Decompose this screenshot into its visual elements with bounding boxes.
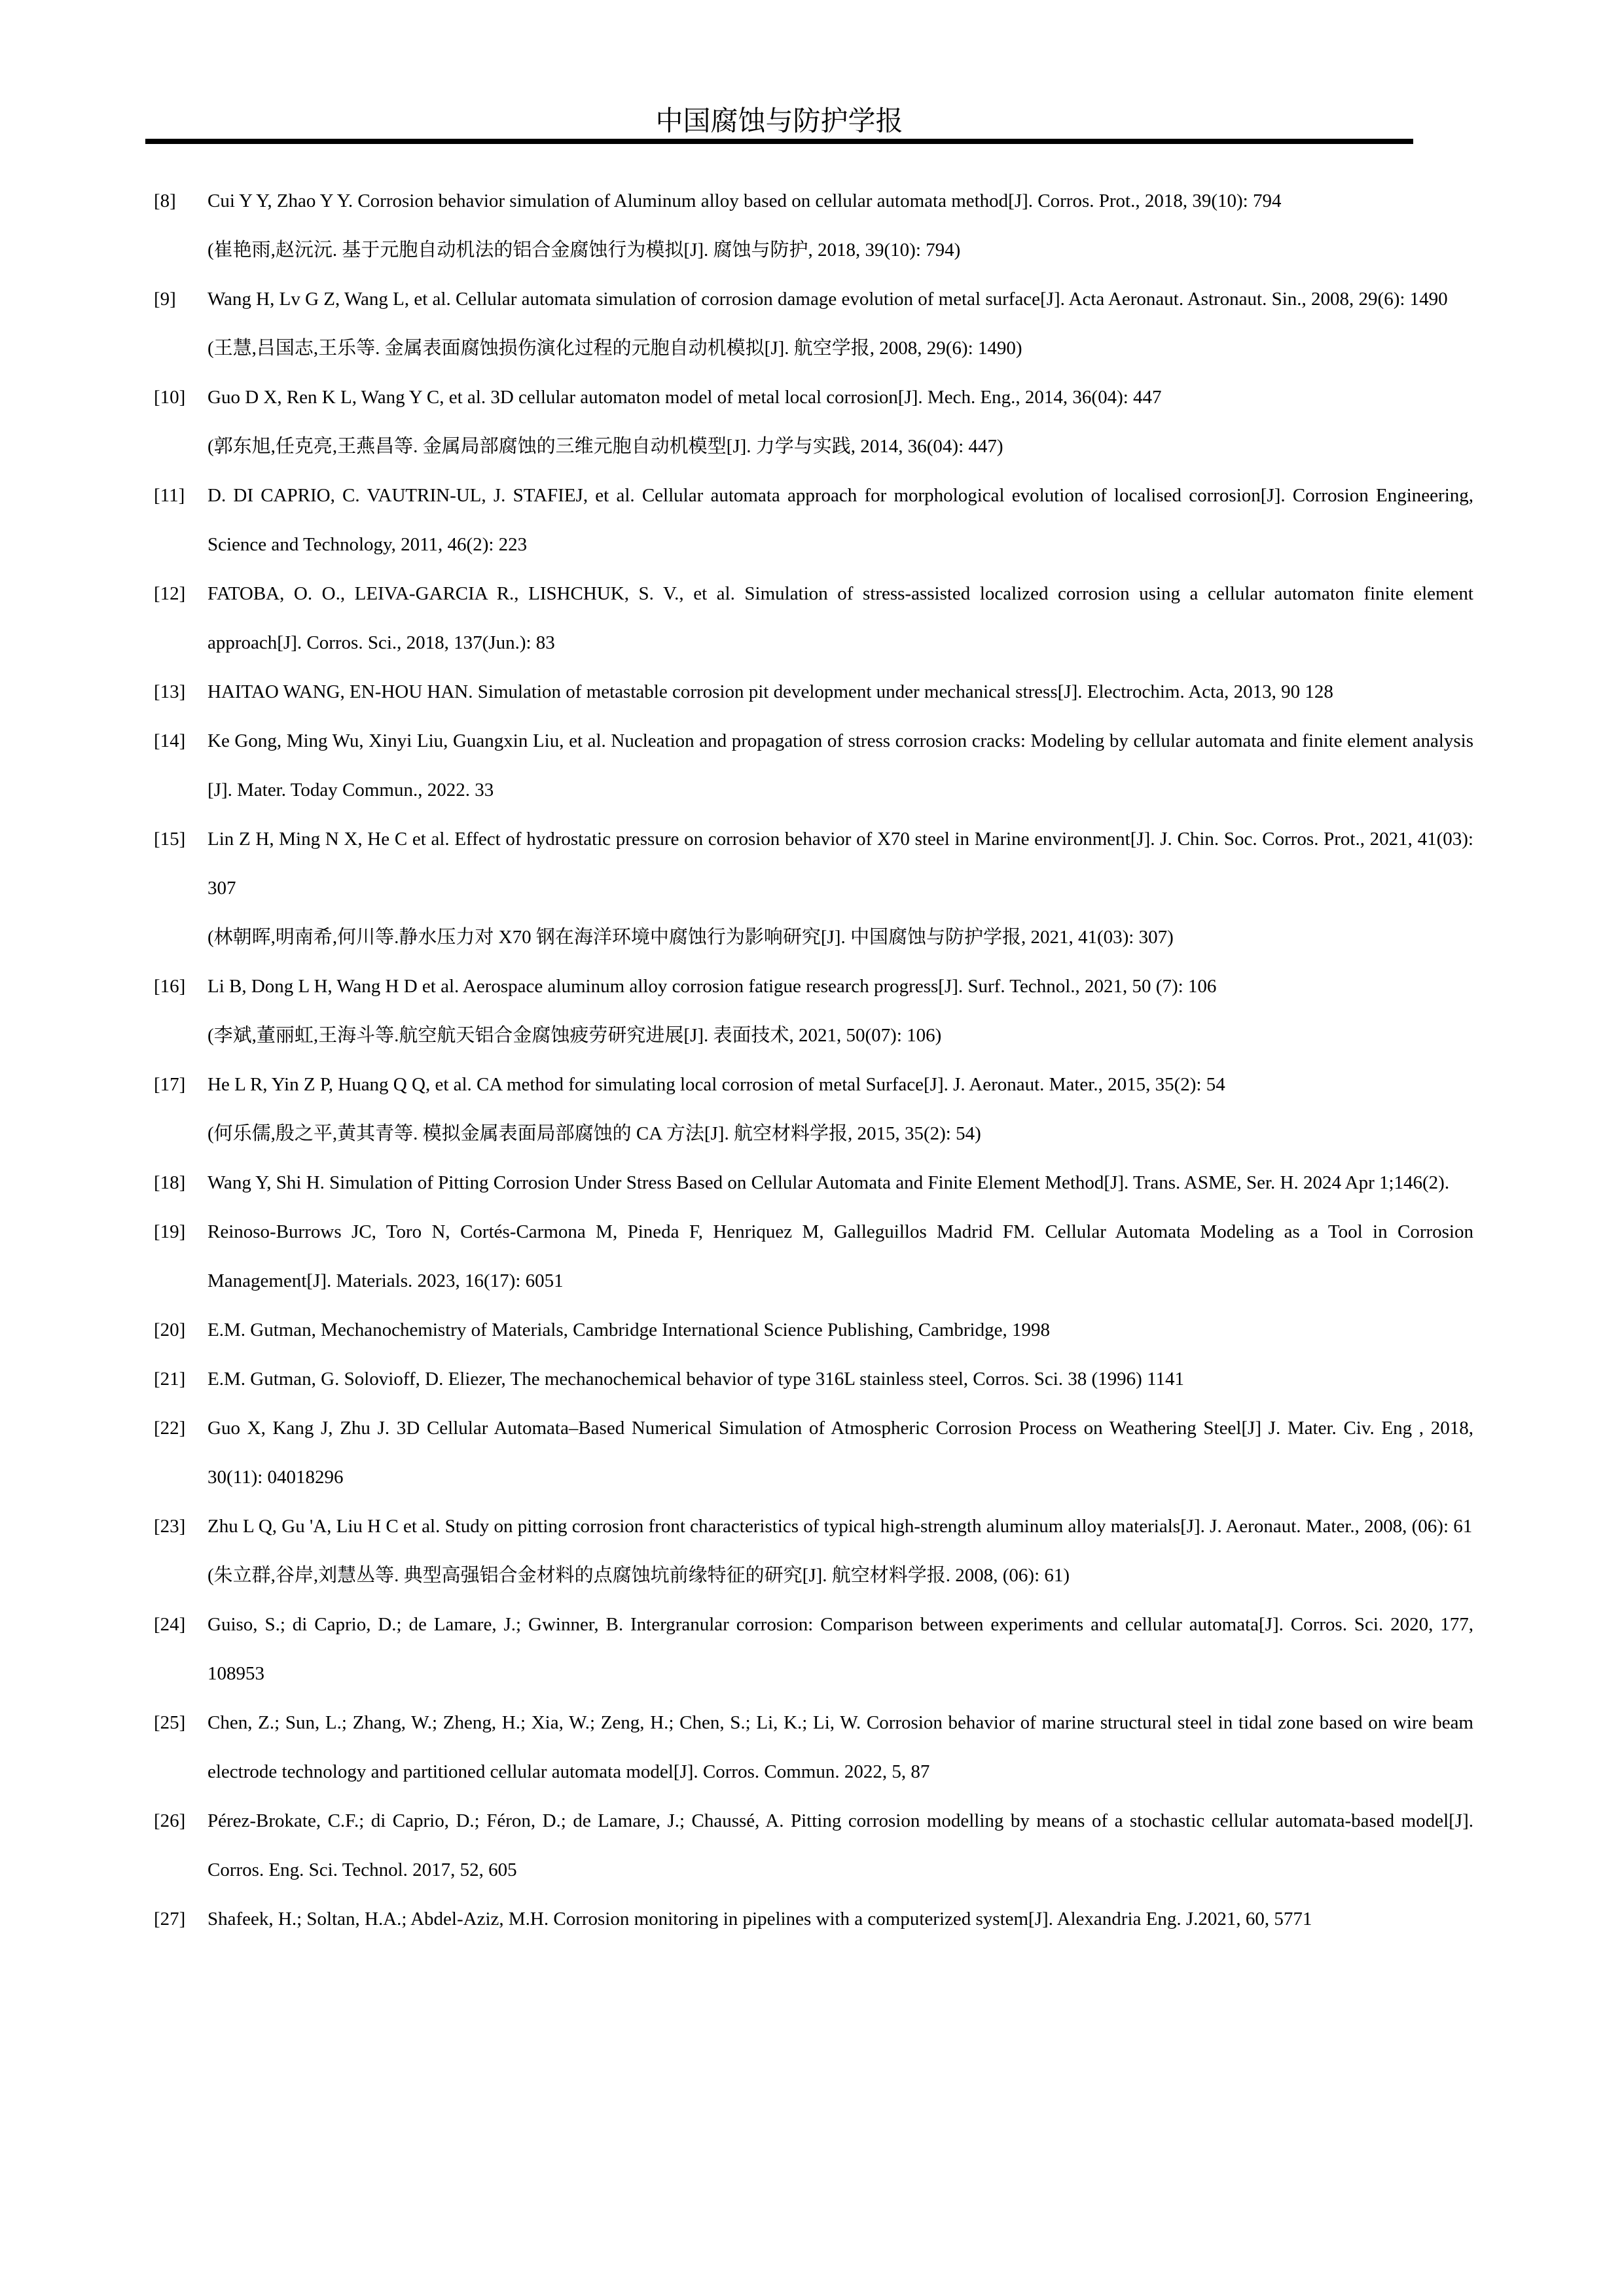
reference-citation-english: D. DI CAPRIO, C. VAUTRIN-UL, J. STAFIEJ, et al. Cellular automata approach for morphological evolution of localised corrosion[J]. Corrosion Engineering, Science and Technology, 2011, 46(2): 223 — [208, 485, 1473, 555]
reference-citation-english: FATOBA, O. O., LEIVA-GARCIA R., LISHCHUK, S. V., et al. Simulation of stress-assisted localized corrosion using a cellular automaton finite element approach[J]. Corros. Sci., 2018, 137(Jun.): 83 — [208, 583, 1473, 653]
reference-citation-english: Guiso, S.; di Caprio, D.; de Lamare, J.; Gwinner, B. Intergranular corrosion: Comparison between experiments and cellular automata[J]. Corros. Sci. 2020, 177, 108953 — [208, 1614, 1473, 1684]
reference-citation-chinese: (李斌,董丽虹,王海斗等.航空航天铝合金腐蚀疲劳研究进展[J]. 表面技术, 2021, 50(07): 106) — [208, 1025, 942, 1046]
reference-body — [208, 1895, 1473, 1944]
reference-body — [208, 1698, 1473, 1797]
reference-number: [27] — [154, 1909, 186, 1929]
reference-entry — [154, 177, 1473, 275]
reference-number: [13] — [154, 681, 186, 702]
reference-body — [208, 373, 1473, 471]
reference-citation-english: Chen, Z.; Sun, L.; Zhang, W.; Zheng, H.; Xia, W.; Zeng, H.; Chen, S.; Li, K.; Li, W. Corrosion behavior of marine structural steel in tidal zone based on wire beam electrode technology and partitioned cellular automata model[J]. Corros. Commun. 2022, 5, 87 — [208, 1712, 1473, 1782]
reference-citation-english: Shafeek, H.; Soltan, H.A.; Abdel-Aziz, M.H. Corrosion monitoring in pipelines with a computerized system[J]. Alexandria Eng. J.2021, 60, 5771 — [208, 1909, 1312, 1929]
reference-citation-english: Wang H, Lv G Z, Wang L, et al. Cellular automata simulation of corrosion damage evolution of metal surface[J]. Acta Aeronaut. Astronaut. Sin., 2008, 29(6): 1490 — [208, 289, 1448, 310]
reference-entry — [154, 1600, 1473, 1698]
reference-body — [208, 815, 1473, 962]
reference-entry — [154, 373, 1473, 471]
reference-citation-chinese: (朱立群,谷岸,刘慧丛等. 典型高强铝合金材料的点腐蚀坑前缘特征的研究[J]. 航空材料学报. 2008, (06): 61) — [208, 1565, 1070, 1586]
reference-citation-chinese: (郭东旭,任克亮,王燕昌等. 金属局部腐蚀的三维元胞自动机模型[J]. 力学与实践, 2014, 36(04): 447) — [208, 436, 1003, 457]
reference-number: [25] — [154, 1712, 186, 1733]
reference-number: [24] — [154, 1614, 186, 1635]
reference-entry — [154, 1306, 1473, 1355]
reference-number: [23] — [154, 1516, 186, 1537]
reference-body — [208, 717, 1473, 815]
reference-number: [14] — [154, 730, 186, 751]
reference-body — [208, 962, 1473, 1060]
reference-number: [22] — [154, 1418, 186, 1439]
reference-body — [208, 569, 1473, 668]
reference-citation-english: Guo D X, Ren K L, Wang Y C, et al. 3D cellular automaton model of metal local corrosion[J]. Mech. Eng., 2014, 36(04): 447 — [208, 387, 1162, 408]
reference-body — [208, 1404, 1473, 1502]
reference-body — [208, 668, 1473, 717]
reference-number: [8] — [154, 190, 176, 211]
reference-entry — [154, 1404, 1473, 1502]
reference-number: [11] — [154, 485, 185, 506]
reference-citation-chinese: (何乐儒,殷之平,黄其青等. 模拟金属表面局部腐蚀的 CA 方法[J]. 航空材料学报, 2015, 35(2): 54) — [208, 1123, 981, 1144]
reference-number: [12] — [154, 583, 186, 604]
reference-body — [208, 275, 1473, 373]
reference-citation-english: He L R, Yin Z P, Huang Q Q, et al. CA method for simulating local corrosion of metal Surface[J]. J. Aeronaut. Mater., 2015, 35(2): 54 — [208, 1074, 1225, 1095]
page-header — [145, 0, 1413, 144]
reference-citation-english: HAITAO WANG, EN-HOU HAN. Simulation of metastable corrosion pit development under mechanical stress[J]. Electrochim. Acta, 2013, 90 128 — [208, 681, 1333, 702]
reference-citation-english: Pérez-Brokate, C.F.; di Caprio, D.; Féron, D.; de Lamare, J.; Chaussé, A. Pitting corrosion modelling by means of a stochastic cellular automata-based model[J]. Corros. Eng. Sci. Technol. 2017, 52, 605 — [208, 1810, 1473, 1880]
reference-body — [208, 177, 1473, 275]
reference-body — [208, 1600, 1473, 1698]
reference-number: [26] — [154, 1810, 186, 1831]
reference-entry — [154, 815, 1473, 962]
reference-entry — [154, 1060, 1473, 1158]
reference-number: [18] — [154, 1172, 186, 1193]
reference-entry — [154, 1895, 1473, 1944]
reference-entry — [154, 471, 1473, 569]
reference-citation-english: Wang Y, Shi H. Simulation of Pitting Corrosion Under Stress Based on Cellular Automata and Finite Element Method[J]. Trans. ASME, Ser. H. 2024 Apr 1;146(2). — [208, 1172, 1450, 1193]
reference-entry — [154, 1355, 1473, 1404]
reference-number: [21] — [154, 1369, 186, 1390]
reference-body — [208, 1060, 1473, 1158]
reference-body — [208, 471, 1473, 569]
reference-entry — [154, 1208, 1473, 1306]
reference-citation-english: Li B, Dong L H, Wang H D et al. Aerospace aluminum alloy corrosion fatigue research progress[J]. Surf. Technol., 2021, 50 (7): 106 — [208, 976, 1217, 997]
reference-entry — [154, 717, 1473, 815]
reference-body — [208, 1158, 1473, 1208]
reference-body — [208, 1502, 1473, 1600]
reference-number: [9] — [154, 289, 176, 310]
reference-entry — [154, 668, 1473, 717]
reference-number: [10] — [154, 387, 186, 408]
reference-entry — [154, 962, 1473, 1060]
reference-citation-english: E.M. Gutman, Mechanochemistry of Materials, Cambridge International Science Publishing, Cambridge, 1998 — [208, 1319, 1050, 1340]
reference-entry — [154, 1158, 1473, 1208]
reference-entry — [154, 1502, 1473, 1600]
reference-body — [208, 1797, 1473, 1895]
reference-citation-english: Cui Y Y, Zhao Y Y. Corrosion behavior simulation of Aluminum alloy based on cellular automata method[J]. Corros. Prot., 2018, 39(10): 794 — [208, 190, 1282, 211]
reference-number: [19] — [154, 1221, 186, 1242]
reference-citation-chinese: (崔艳雨,赵沅沅. 基于元胞自动机法的铝合金腐蚀行为模拟[J]. 腐蚀与防护, 2018, 39(10): 794) — [208, 240, 961, 260]
reference-number: [20] — [154, 1319, 186, 1340]
reference-citation-english: Zhu L Q, Gu 'A, Liu H C et al. Study on pitting corrosion front characteristics of typical high-strength aluminum alloy materials[J]. J. Aeronaut. Mater., 2008, (06): 61 — [208, 1516, 1473, 1537]
reference-number: [16] — [154, 976, 186, 997]
reference-citation-english: Lin Z H, Ming N X, He C et al. Effect of hydrostatic pressure on corrosion behavior of X70 steel in Marine environment[J]. J. Chin. Soc. Corros. Prot., 2021, 41(03): 307 — [208, 829, 1473, 899]
reference-body — [208, 1306, 1473, 1355]
reference-citation-english: E.M. Gutman, G. Solovioff, D. Eliezer, The mechanochemical behavior of type 316L stainless steel, Corros. Sci. 38 (1996) 1141 — [208, 1369, 1185, 1390]
reference-entry — [154, 275, 1473, 373]
references-list — [154, 177, 1473, 1944]
reference-body — [208, 1355, 1473, 1404]
reference-number: [17] — [154, 1074, 186, 1095]
reference-citation-english: Reinoso-Burrows JC, Toro N, Cortés-Carmona M, Pineda F, Henriquez M, Galleguillos Madrid FM. Cellular Automata Modeling as a Tool in Corrosion Management[J]. Materials. 2023, 16(17): 6051 — [208, 1221, 1473, 1291]
reference-number: [15] — [154, 829, 186, 850]
reference-body — [208, 1208, 1473, 1306]
reference-entry — [154, 1797, 1473, 1895]
reference-citation-chinese: (林朝晖,明南希,何川等.静水压力对 X70 钢在海洋环境中腐蚀行为影响研究[J]. 中国腐蚀与防护学报, 2021, 41(03): 307) — [208, 927, 1174, 948]
reference-citation-chinese: (王慧,吕国志,王乐等. 金属表面腐蚀损伤演化过程的元胞自动机模拟[J]. 航空学报, 2008, 29(6): 1490) — [208, 338, 1022, 359]
reference-citation-english: Guo X, Kang J, Zhu J. 3D Cellular Automata–Based Numerical Simulation of Atmospheric Corrosion Process on Weathering Steel[J] J. Mater. Civ. Eng , 2018, 30(11): 04018296 — [208, 1418, 1473, 1488]
reference-entry — [154, 569, 1473, 668]
reference-entry — [154, 1698, 1473, 1797]
reference-citation-english: Ke Gong, Ming Wu, Xinyi Liu, Guangxin Liu, et al. Nucleation and propagation of stress corrosion cracks: Modeling by cellular automata and finite element analysis [J]. Mater. Today Commun., 2022. 33 — [208, 730, 1473, 800]
journal-title: 中国腐蚀与防护学报 — [655, 107, 903, 137]
header-rule — [145, 139, 1413, 144]
